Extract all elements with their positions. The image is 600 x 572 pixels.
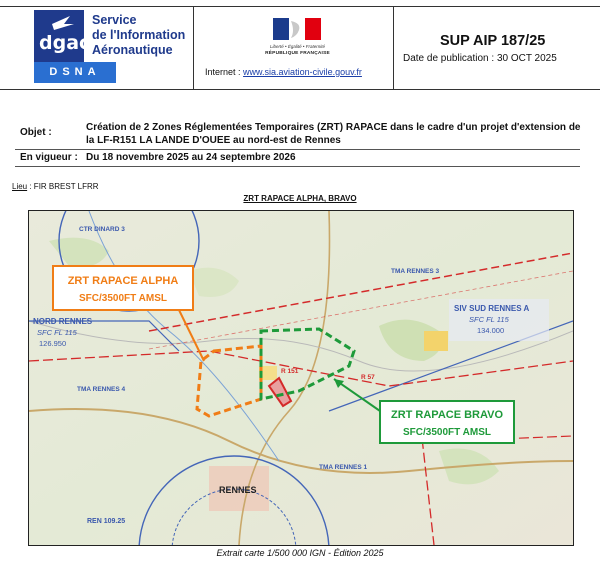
map-background: [29, 211, 573, 545]
lieu-label: Lieu: [12, 182, 28, 191]
header-divider: [193, 6, 194, 89]
tma-label: TMA RENNES 3: [391, 268, 440, 275]
service-line: Service: [92, 13, 137, 27]
rennes-city-label: RENNES: [219, 485, 257, 495]
publication-label: Date de publication :: [403, 53, 495, 64]
internet-line: [205, 67, 362, 77]
map-title: ZRT RAPACE ALPHA, BRAVO: [243, 194, 357, 203]
service-line: Aéronautique: [92, 43, 173, 57]
map-caption: Extrait carte 1/500 000 IGN - Édition 2025: [216, 548, 384, 558]
sup-aip-title: SUP AIP 187/25: [440, 33, 546, 49]
zrt-alpha-name: ZRT RAPACE ALPHA: [67, 275, 179, 287]
r57-label: R 57: [361, 374, 375, 381]
nord-rennes-fl: SFC FL 115: [37, 328, 77, 337]
republic-motto: Liberté • Égalité • Fraternité: [270, 44, 325, 49]
tma-label: TMA RENNES 4: [77, 386, 126, 393]
tma-label: TMA RENNES 1: [319, 464, 368, 471]
aeronautical-map: [28, 210, 574, 546]
republic-name: RÉPUBLIQUE FRANÇAISE: [265, 51, 330, 56]
header-top-rule: [0, 6, 600, 7]
siv-sud-fl: SFC FL 115: [469, 315, 509, 324]
ctr-label: CTR DINARD 3: [79, 226, 125, 233]
lieu: [12, 182, 99, 191]
objet-label: Objet :: [20, 127, 52, 138]
header-bottom-rule: [0, 89, 600, 90]
divider: [15, 166, 580, 167]
nord-rennes-freq: 126.950: [39, 339, 67, 348]
r151-label: R 151: [281, 368, 299, 375]
nord-rennes-name: NORD RENNES: [33, 317, 93, 326]
logo-subtitle: DSNA: [34, 62, 116, 83]
zrt-bravo-name: ZRT RAPACE BRAVO: [390, 409, 504, 421]
service-line: de l'Information: [92, 28, 186, 42]
vigueur-text: Du 18 novembre 2025 au 24 septembre 2026: [86, 152, 296, 163]
ren-vor-label: REN 109.25: [87, 518, 126, 525]
sia-link[interactable]: www.sia.aviation-civile.gouv.fr: [243, 67, 362, 77]
publication-value: 30 OCT 2025: [496, 53, 557, 64]
internet-label: Internet :: [205, 67, 241, 77]
zrt-alpha-limits: SFC/3500FT AMSL: [79, 293, 167, 304]
publication-date: [403, 53, 557, 64]
logo-text: dgac: [39, 32, 91, 54]
vigueur-label: En vigueur :: [20, 152, 78, 163]
town-area: [424, 331, 448, 351]
siv-sud-name: SIV SUD RENNES A: [454, 304, 530, 313]
zrt-bravo-limits: SFC/3500FT AMSL: [403, 427, 491, 438]
objet-text: Création de 2 Zones Réglementées Temporaires (ZRT) RAPACE dans le cadre d'un projet d'extension de la LF-R151 LA LANDE D'OUEE au nord-est de Rennes: [86, 122, 581, 146]
divider: [15, 149, 580, 150]
header-divider: [393, 6, 394, 89]
siv-sud-freq: 134.000: [477, 326, 505, 335]
marianne-logo: [267, 18, 327, 40]
lieu-value: : FIR BREST LFRR: [29, 182, 99, 191]
service-name: [92, 13, 185, 58]
